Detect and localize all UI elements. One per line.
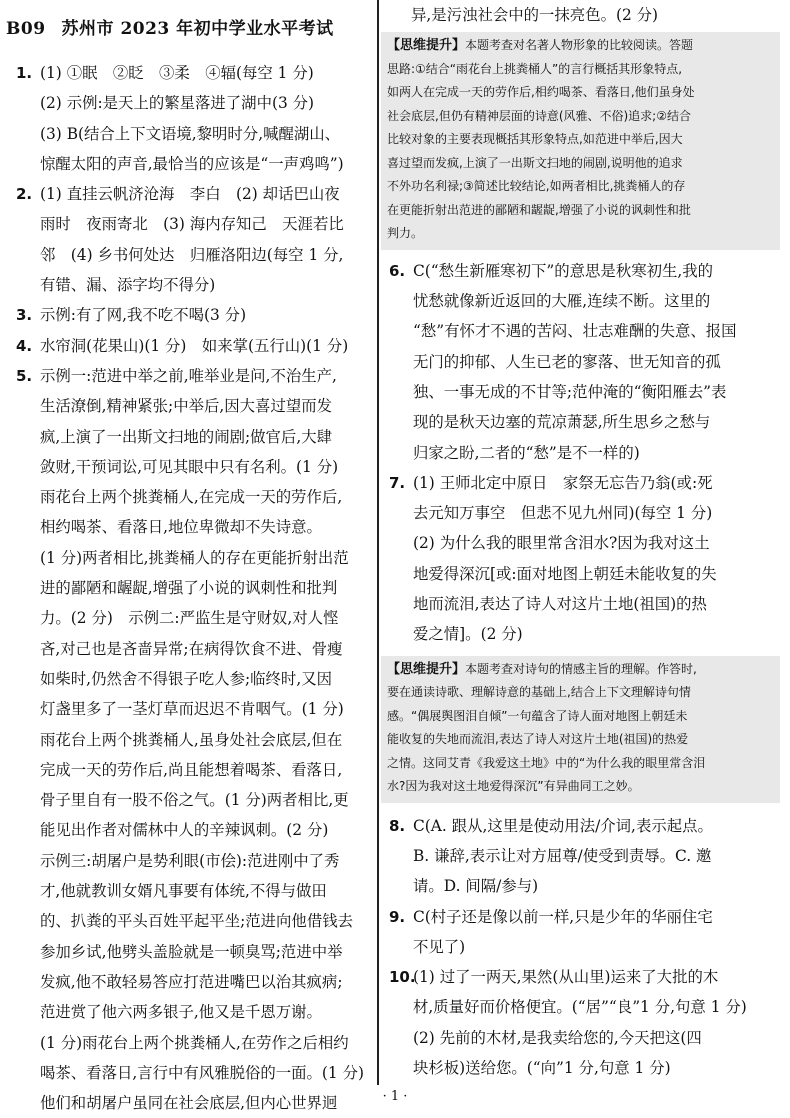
tip-line: 本题考查对名著人物形象的比较阅读。答题 [465, 38, 694, 53]
answer-line: 雨时 夜雨寄北 (3) 海内存知己 天涯若比 [40, 215, 344, 234]
tip-line: 比较对象的主要表现概括其形象特点,如范进中举后,因大 [387, 132, 683, 147]
right-questions [381, 256, 780, 650]
tip-row [387, 705, 774, 729]
column-divider [377, 0, 379, 1085]
question-number: 1. [16, 64, 33, 82]
answer-line: (1) 过了一两天,果然(从山里)运来了大批的木 [413, 968, 719, 987]
tip-line: 喜过望而发疯,上演了一出斯文扫地的闹剧,说明他的追求 [387, 155, 683, 170]
answer-line: 雨花台上两个挑粪桶人,虽身处社会底层,但在 [40, 730, 343, 749]
answer-line: 骨子里自有一股不俗之气。(1 分)两者相比,更 [40, 791, 349, 810]
answer-line: 相约喝茶、看落日,地位卑微却不失诗意。 [40, 518, 322, 537]
question-8 [389, 811, 780, 902]
answer-line: 忧愁就像新近返回的大雁,连续不断。这里的 [413, 292, 711, 311]
answer-line: (2) 先前的木材,是我卖给您的,今天把这(四 [413, 1028, 702, 1047]
answer-line: 示例三:胡屠户是势利眼(市侩):范进刚中了秀 [40, 851, 340, 870]
tip-row [387, 175, 774, 199]
answer-line: 雨花台上两个挑粪桶人,在完成一天的劳作后, [40, 488, 343, 507]
question-number: 10. [389, 968, 416, 987]
question-1 [16, 58, 376, 179]
tip-line: 能收复的失地而流泪,表达了诗人对这片土地(祖国)的热爱 [387, 732, 689, 747]
answer-line: 才,他就教训女婿凡事要有体统,不得与做田 [40, 882, 327, 901]
answer-line: 示例一:范进中举之前,唯举业是问,不治生产, [40, 366, 337, 385]
answer-line: 惊醒太阳的声音,最恰当的应该是“一声鸡鸣”) [40, 154, 344, 173]
question-2 [16, 179, 376, 300]
answer-line: 有错、漏、添字均不得分) [40, 276, 216, 295]
thinking-tip-1 [381, 32, 780, 250]
answer-line: 力。(2 分) 示例二:严监生是守财奴,对人悭 [40, 609, 339, 628]
tip-row [387, 81, 774, 105]
question-number: 9. [389, 907, 406, 926]
question-6 [389, 256, 780, 468]
question-4 [16, 331, 376, 361]
answer-line: (2) 示例:是天上的繁星落进了湖中(3 分) [40, 94, 315, 113]
answer-line: (2) 为什么我的眼里常含泪水?因为我对这土 [413, 534, 710, 553]
answer-line: 块杉板)送给您。(“向”1 分,句意 1 分) [413, 1059, 671, 1078]
answer-line: 独、一事无成的不甘等;范仲淹的“衡阳雁去”表 [413, 382, 727, 401]
tip-row [387, 775, 774, 799]
answer-line: 敛财,干预词讼,可见其眼中只有名利。(1 分) [40, 457, 339, 476]
answer-line: 水帘洞(花果山)(1 分) 如来掌(五行山)(1 分) [40, 336, 349, 355]
answer-line: 完成一天的劳作后,尚且能想着喝茶、看落日, [40, 760, 343, 779]
question-number: 4. [16, 336, 33, 355]
left-questions [16, 58, 376, 1118]
page-number: · 1 · [382, 1089, 408, 1104]
continued-line: 异,是污浊社会中的一抹亮色。(2 分) [411, 6, 659, 24]
answer-line: 如柴时,仍然舍不得银子吃人参;临终时,又因 [40, 669, 333, 688]
question-3 [16, 300, 376, 330]
tip-row [387, 199, 774, 223]
question-5 [16, 361, 376, 1118]
answer-line: 材,质量好而价格便宜。(“居”“良”1 分,句意 1 分) [413, 998, 747, 1017]
tip-line: 如两人在完成一天的劳作后,相约喝茶、看落日,他们虽身处 [387, 85, 695, 100]
answer-line: 范进赏了他六两多银子,他又是千恩万谢。 [40, 1003, 322, 1022]
tip-row [387, 58, 774, 82]
answer-line: (3) B(结合上下文语境,黎明时分,喊醒湖山、 [40, 124, 341, 143]
question-number: 8. [389, 816, 406, 835]
answer-line: “愁”有怀才不遇的苦闷、壮志难酬的失意、报国 [413, 322, 737, 341]
answer-line: 灯盏里多了一茎灯草而迟迟不肯咽气。(1 分) [40, 700, 344, 719]
answer-line: (1) 王师北定中原日 家祭无忘告乃翁(或:死 [413, 473, 713, 492]
answer-line: 示例:有了网,我不吃不喝(3 分) [40, 306, 247, 325]
tip-row [387, 34, 774, 58]
question-7 [389, 468, 780, 650]
page-title [6, 14, 334, 39]
answer-line: (1 分)两者相比,挑粪桶人的存在更能折射出范 [40, 548, 349, 567]
answer-line: 地爱得深沉[或:面对地图上朝廷未能收复的失 [413, 564, 717, 583]
answer-line: 请。D. 间隔/参与) [413, 877, 539, 896]
answer-line: (1 分)雨花台上两个挑粪桶人,在劳作之后相约 [40, 1033, 349, 1052]
answer-line: (1) 直挂云帆济沧海 李白 (2) 却话巴山夜 [40, 185, 340, 204]
right-column [381, 0, 780, 1083]
tip-line: 社会底层,但仍有精神层面的诗意(风雅、不俗)追求;②结合 [387, 108, 691, 123]
thinking-tip-2 [381, 656, 780, 803]
answer-line: 的、扒粪的平头百姓平起平坐;范进向他借钱去 [40, 912, 353, 931]
tip-line: 本题考查对诗句的情感主旨的理解。作答时, [465, 661, 697, 676]
answer-line: 他们和胡屠户虽同在社会底层,但内心世界迥 [40, 1094, 338, 1113]
answer-line: C(村子还是像以前一样,只是少年的华丽住宅 [413, 907, 713, 926]
tip-label: 【思维提升】 [387, 38, 466, 54]
tip-line: 判力。 [387, 226, 424, 241]
question-9 [389, 902, 780, 963]
tip-line: 在更能折射出范进的鄙陋和龌龊,增强了小说的讽刺性和批 [387, 202, 691, 217]
answer-line: (1) ①眠 ②眨 ③柔 ④辐(每空 1 分) [40, 64, 314, 82]
tip-line: 不外功名利禄;③简述比较结论,如两者相比,挑粪桶人的存 [387, 179, 686, 194]
answer-line: 生活潦倒,精神紧张;中举后,因大喜过望而发 [40, 397, 333, 416]
answer-line: 归家之盼,二者的“愁”是不一样的) [413, 443, 640, 462]
tip-row [387, 658, 774, 682]
left-column [16, 58, 376, 1118]
answer-line: C(“愁生新雁寒初下”的意思是秋寒初生,我的 [413, 261, 714, 280]
question-10 [389, 962, 780, 1083]
tip-row [387, 728, 774, 752]
tip-row [387, 105, 774, 129]
answer-line: 邻 (4) 乡书何处达 归雁洛阳边(每空 1 分, [40, 245, 344, 264]
tip-label: 【思维提升】 [387, 661, 466, 677]
tip-row [387, 222, 774, 246]
question-number: 5. [16, 366, 33, 385]
answer-line: 去元知万事空 但悲不见九州同)(每空 1 分) [413, 504, 713, 523]
tip-line: 思路:①结合“雨花台上挑粪桶人”的言行概括其形象特点, [387, 61, 683, 76]
answer-line: 进的鄙陋和龌龊,增强了小说的讽刺性和批判 [40, 579, 338, 598]
answer-line: 喝茶、看落日,言行中有风雅脱俗的一面。(1 分) [40, 1063, 365, 1082]
tip-row [387, 681, 774, 705]
tip-line: 水?因为我对这土地爱得深沉”有异曲同工之妙。 [387, 779, 640, 794]
answer-line: 能见出作者对儒林中人的辛辣讽刺。(2 分) [40, 821, 329, 840]
answer-line: 疯,上演了一出斯文扫地的闹剧;做官后,大肆 [40, 427, 333, 446]
tip-line: 之情。这同艾青《我爱这土地》中的“为什么我的眼里常含泪 [387, 755, 706, 770]
answer-line: C(A. 跟从,这里是使动用法/介词,表示起点。 [413, 816, 713, 835]
answer-line: 吝,对己也是吝啬异常;在病得饮食不进、骨瘦 [40, 639, 343, 658]
question-number: 7. [389, 473, 406, 492]
answer-line: B. 谦辞,表示让对方屈尊/使受到责辱。C. 邀 [413, 846, 712, 865]
answer-line: 爱之情]。(2 分) [413, 625, 523, 644]
answer-line: 不见了) [413, 937, 466, 956]
answer-line: 发疯,他不敢轻易答应打范进嘴巴以治其疯病; [40, 972, 343, 991]
answer-line: 无门的抑郁、人生已老的寥落、世无知音的孤 [413, 352, 721, 371]
tip-row [387, 128, 774, 152]
question-number: 6. [389, 261, 406, 280]
paper-code: B09 [6, 19, 46, 39]
exam-title: 苏州市 2023 年初中学业水平考试 [61, 19, 334, 39]
tip-row [387, 152, 774, 176]
question-number: 2. [16, 185, 33, 204]
answer-line: 现的是秋天边塞的荒凉萧瑟,所生思乡之愁与 [413, 413, 711, 432]
tip-line: 要在通读诗歌、理解诗意的基础上,结合上下文理解诗句情 [387, 685, 691, 700]
tip-row [387, 752, 774, 776]
answer-line: 参加乡试,他劈头盖脸就是一顿臭骂;范进中举 [40, 942, 343, 961]
question-number: 3. [16, 306, 33, 325]
right-questions-2 [381, 811, 780, 1084]
tip-line: 感。“偶展舆图泪自倾”一句蕴含了诗人面对地图上朝廷未 [387, 708, 688, 723]
answer-line: 地而流泪,表达了诗人对这片土地(祖国)的热 [413, 595, 707, 614]
